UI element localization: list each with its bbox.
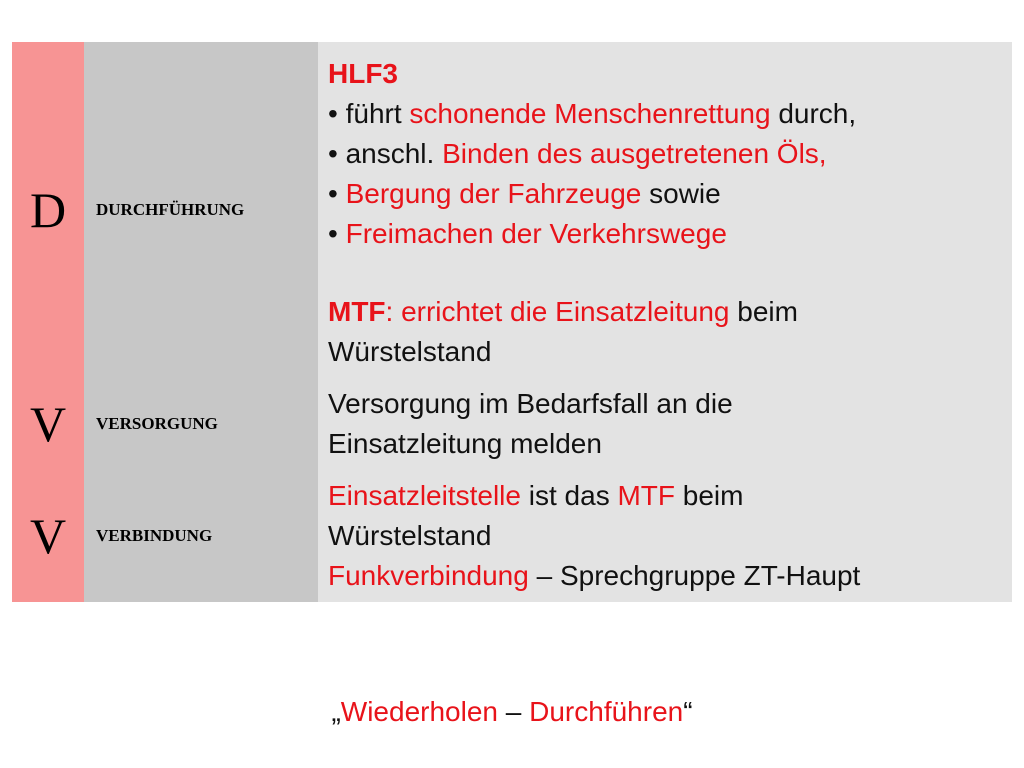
- table-row-v2: [12, 470, 1012, 602]
- verbindung-line-2: Würstelstand: [328, 520, 492, 551]
- footer-word-2: Durchführen: [529, 696, 684, 727]
- letter-v2: V: [12, 470, 84, 602]
- b4-highlight: Freimachen der Verkehrswege: [345, 218, 727, 249]
- bullet-icon: •: [328, 138, 338, 169]
- letter-v1: V: [12, 378, 84, 470]
- mtf-line-1: [328, 292, 1004, 332]
- sprechgruppe: – Sprechgruppe ZT-Haupt: [528, 560, 861, 591]
- hlf3-title: HLF3: [328, 58, 398, 89]
- bullet-icon: •: [328, 218, 338, 249]
- content-hlf3: [318, 42, 1012, 288]
- b3-highlight: Bergung der Fahrzeuge: [345, 178, 642, 209]
- bullet-icon: •: [328, 98, 338, 129]
- verbindung-post: beim: [675, 480, 744, 511]
- verbindung-mid: ist das: [520, 480, 618, 511]
- versorgung-line-2: Einsatzleitung melden: [328, 428, 602, 459]
- mtf-post: beim: [729, 296, 798, 327]
- label-durchfuehrung: DURCHFÜHRUNG: [84, 42, 318, 378]
- b1-highlight: schonende Menschenrettung: [409, 98, 771, 129]
- letter-d: D: [12, 42, 84, 378]
- content-versorgung: [318, 378, 1012, 470]
- table-row-v1: [12, 378, 1012, 470]
- bullet-3: [328, 174, 1004, 214]
- dvv-table: [12, 42, 1012, 602]
- table-row-d: [12, 42, 1012, 288]
- bullet-4: [328, 214, 1004, 254]
- close-quote: “: [683, 696, 693, 727]
- content-verbindung: [318, 470, 1012, 602]
- b3-post: sowie: [641, 178, 721, 209]
- mtf-line-2: Würstelstand: [328, 336, 492, 367]
- bullet-2: [328, 134, 1004, 174]
- b1-text: führt: [345, 98, 410, 129]
- footer-motto: [0, 696, 1024, 728]
- versorgung-line-1: Versorgung im Bedarfsfall an die: [328, 388, 733, 419]
- footer-word-1: Wiederholen: [340, 696, 498, 727]
- bullet-1: [328, 94, 1004, 134]
- b1-post: durch,: [770, 98, 857, 129]
- label-versorgung: VERSORGUNG: [84, 378, 318, 470]
- verbindung-line-1: [328, 476, 1004, 516]
- verbindung-line-3: [328, 556, 1004, 596]
- footer-dash: –: [497, 696, 530, 727]
- mtf-highlight-2: MTF: [617, 480, 675, 511]
- einsatzleitstelle: Einsatzleitstelle: [328, 480, 521, 511]
- b2-highlight: Binden des ausgetretenen Öls,: [442, 138, 827, 169]
- open-quote: „: [331, 696, 341, 727]
- mtf-label: MTF: [328, 296, 386, 327]
- content-mtf: [318, 288, 1012, 378]
- b2-text: anschl.: [345, 138, 443, 169]
- bullet-icon: •: [328, 178, 338, 209]
- mtf-highlight: : errichtet die Einsatzleitung: [385, 296, 730, 327]
- label-verbindung: VERBINDUNG: [84, 470, 318, 602]
- funkverbindung: Funkverbindung: [328, 560, 529, 591]
